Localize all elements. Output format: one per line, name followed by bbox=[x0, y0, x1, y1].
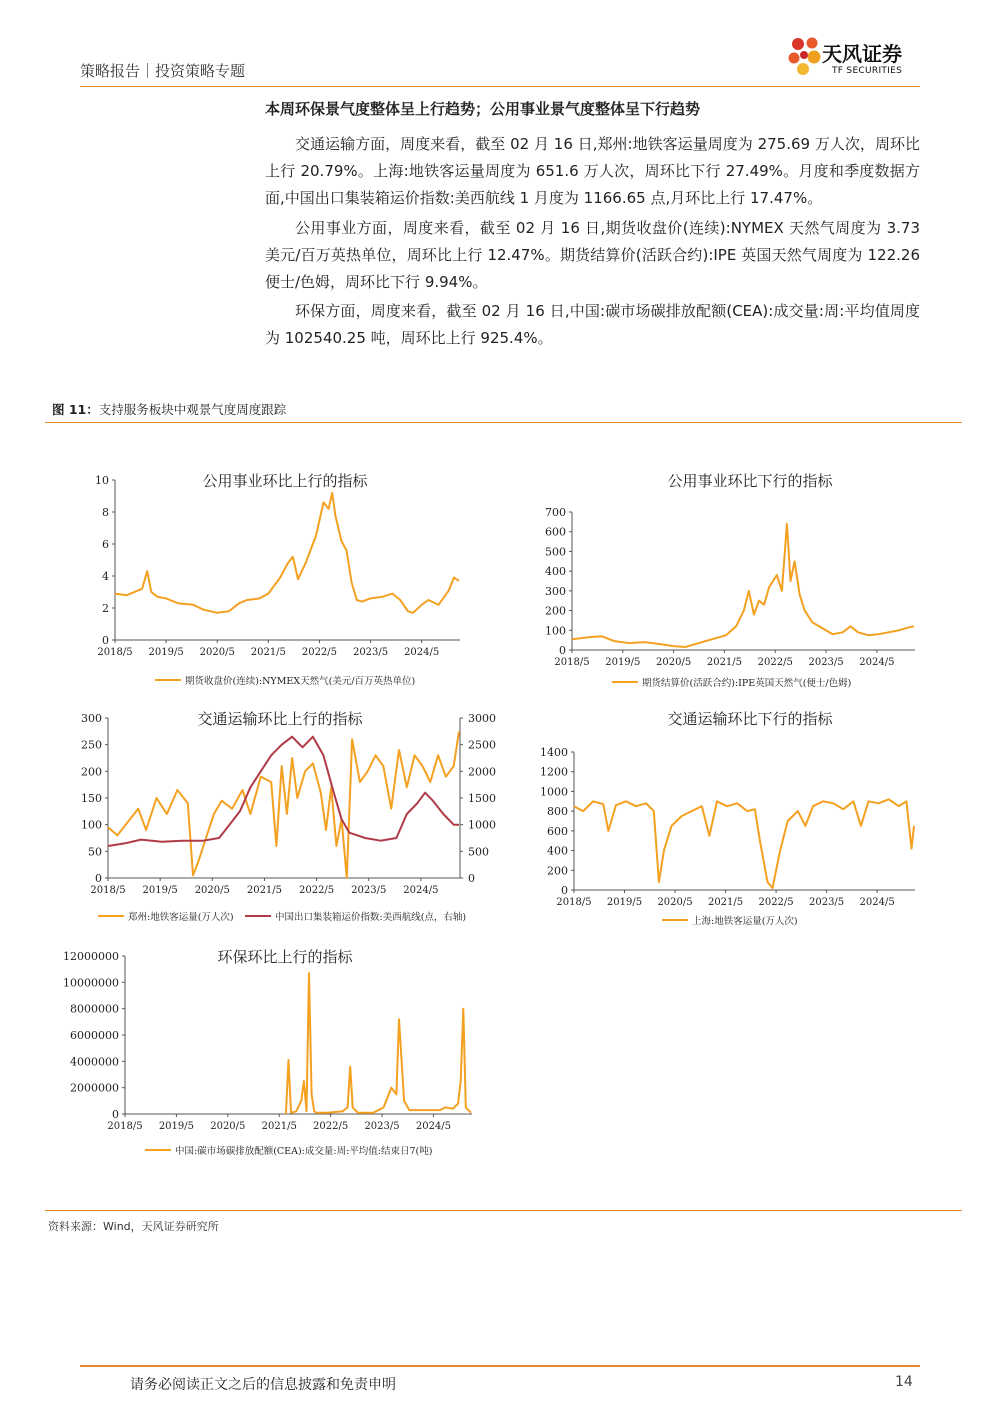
y-tick-label: 6 bbox=[102, 538, 109, 551]
x-tick-label: 2024/5 bbox=[415, 1121, 452, 1132]
legend-label: 郑州:地铁客运量(万人次) bbox=[128, 912, 234, 923]
chart-environment-up bbox=[40, 938, 500, 1168]
x-tick-label: 2024/5 bbox=[403, 885, 439, 896]
x-tick-label: 2019/5 bbox=[605, 657, 641, 668]
y-tick-label: 700 bbox=[545, 506, 566, 519]
x-tick-label: 2018/5 bbox=[556, 897, 592, 908]
y-tick-label: 600 bbox=[545, 525, 566, 539]
y-tick-label: 0 bbox=[112, 1108, 119, 1121]
y2-tick-label: 2000 bbox=[468, 765, 496, 779]
chart-title: 交通运输环比上行的指标 bbox=[197, 710, 363, 728]
x-tick-label: 2023/5 bbox=[364, 1121, 400, 1132]
x-tick-label: 2021/5 bbox=[261, 1121, 297, 1132]
x-tick-label: 2019/5 bbox=[606, 897, 643, 908]
chart-title: 公用事业环比下行的指标 bbox=[667, 472, 833, 490]
x-tick-label: 2021/5 bbox=[246, 885, 283, 896]
header-divider bbox=[80, 86, 920, 87]
y-tick-label: 300 bbox=[81, 712, 102, 725]
y-tick-label: 12000000 bbox=[63, 950, 119, 963]
x-tick-label: 2022/5 bbox=[757, 657, 793, 668]
x-tick-label: 2022/5 bbox=[758, 897, 794, 908]
x-tick-label: 2021/5 bbox=[706, 657, 743, 668]
figure-title: 支持服务板块中观景气度周度跟踪 bbox=[98, 402, 287, 417]
x-tick-label: 2018/5 bbox=[554, 657, 590, 668]
x-tick-label: 2020/5 bbox=[199, 647, 235, 658]
x-tick-label: 2019/5 bbox=[142, 885, 178, 896]
footer-disclaimer: 请务必阅读正文之后的信息披露和免责申明 bbox=[130, 1377, 396, 1393]
x-tick-label: 2023/5 bbox=[808, 657, 844, 668]
data-source-note: 资料来源：Wind，天风证券研究所 bbox=[48, 1220, 219, 1233]
page-number: 14 bbox=[895, 1374, 913, 1390]
flower-logo-icon bbox=[788, 34, 822, 80]
x-tick-label: 2022/5 bbox=[313, 1121, 349, 1132]
x-tick-label: 2022/5 bbox=[298, 885, 335, 896]
y-tick-label: 800 bbox=[547, 805, 568, 819]
y-tick-label: 250 bbox=[81, 738, 102, 752]
y-tick-label: 200 bbox=[81, 765, 102, 779]
y-tick-label: 8 bbox=[102, 506, 109, 519]
logo-english-name: TF SECURITIES bbox=[832, 66, 903, 76]
legend-label: 期货收盘价(连续):NYMEX天然气(美元/百万英热单位) bbox=[185, 676, 416, 687]
y-tick-label: 200 bbox=[545, 604, 566, 618]
x-tick-label: 2019/5 bbox=[148, 647, 184, 658]
legend-label: 中国出口集装箱运价指数:美西航线(点，右轴) bbox=[275, 912, 467, 923]
figure-bottom-rule bbox=[45, 1210, 962, 1211]
paragraph-utilities: 公用事业方面，周度来看，截至 02 月 16 日,期货收盘价(连续):NYMEX 天然气周度为 3.73 美元/百万英热单位，周环比上行 12.47%。期货结算价(活跃合约):IPE 英国天然气周度为 122.26 便士/色姆，周环比下行 9.94%。 bbox=[265, 219, 920, 291]
y-tick-label: 0 bbox=[102, 634, 109, 647]
company-logo bbox=[788, 34, 928, 84]
x-tick-label: 2020/5 bbox=[657, 897, 693, 908]
y-tick-label: 400 bbox=[545, 565, 566, 579]
chart-title: 环保环比上行的指标 bbox=[217, 948, 353, 966]
y-tick-label: 2 bbox=[102, 602, 109, 615]
series-line bbox=[108, 731, 459, 878]
series-line bbox=[572, 524, 914, 647]
x-tick-label: 2023/5 bbox=[808, 897, 845, 908]
y2-tick-label: 2500 bbox=[468, 738, 496, 752]
footer-divider bbox=[80, 1365, 920, 1367]
x-tick-label: 2020/5 bbox=[210, 1121, 246, 1132]
y-tick-label: 100 bbox=[545, 624, 566, 638]
x-tick-label: 2020/5 bbox=[656, 657, 692, 668]
y-tick-label: 600 bbox=[547, 824, 568, 838]
y-tick-label: 500 bbox=[545, 545, 566, 559]
paragraph-transport: 交通运输方面，周度来看，截至 02 月 16 日,郑州:地铁客运量周度为 275.69 万人次，周环比上行 20.79%。上海:地铁客运量周度为 651.6 万人次，周环比下行 27.49%。月度和季度数据方面,中国出口集装箱运价指数:美西航线 1 月度为 1166.65 点,月环比上行 17.47%。 bbox=[265, 135, 920, 207]
x-tick-label: 2024/5 bbox=[404, 647, 440, 658]
y-tick-label: 100 bbox=[81, 818, 102, 832]
series-line bbox=[115, 493, 459, 613]
y-tick-label: 6000000 bbox=[70, 1029, 119, 1042]
x-tick-label: 2020/5 bbox=[194, 885, 230, 896]
x-tick-label: 2023/5 bbox=[352, 647, 389, 658]
y-tick-label: 4000000 bbox=[70, 1055, 119, 1069]
y-tick-label: 1200 bbox=[540, 765, 568, 779]
y-tick-label: 300 bbox=[545, 584, 566, 598]
y-tick-label: 400 bbox=[547, 844, 568, 858]
y2-tick-label: 0 bbox=[468, 872, 475, 885]
y-tick-label: 200 bbox=[547, 864, 568, 878]
series-line bbox=[574, 799, 914, 888]
x-tick-label: 2024/5 bbox=[859, 897, 895, 908]
legend-label: 中国:碳市场碳排放配额(CEA):成交量:周:平均值:结束日7(吨) bbox=[175, 1146, 433, 1157]
legend-label: 上海:地铁客运量(万人次) bbox=[692, 916, 798, 927]
x-tick-label: 2018/5 bbox=[90, 885, 126, 896]
y-tick-label: 2000000 bbox=[70, 1081, 119, 1095]
y-tick-label: 4 bbox=[102, 570, 109, 583]
y-tick-label: 150 bbox=[81, 792, 102, 805]
chart-title: 公用事业环比上行的指标 bbox=[202, 472, 368, 490]
y-tick-label: 1400 bbox=[540, 746, 568, 759]
chart-utilities-down bbox=[520, 462, 950, 697]
x-tick-label: 2019/5 bbox=[158, 1121, 195, 1132]
x-tick-label: 2018/5 bbox=[107, 1121, 143, 1132]
chart-transport-up bbox=[60, 700, 500, 935]
chart-transport-down bbox=[520, 700, 950, 940]
y-tick-label: 0 bbox=[95, 872, 102, 885]
x-tick-label: 2018/5 bbox=[97, 647, 133, 658]
y-tick-label: 50 bbox=[88, 845, 102, 859]
y2-tick-label: 1000 bbox=[468, 818, 496, 832]
series-line bbox=[286, 973, 471, 1114]
x-tick-label: 2021/5 bbox=[707, 897, 744, 908]
figure-top-rule bbox=[45, 422, 962, 423]
paragraph-environment: 环保方面，周度来看，截至 02 月 16 日,中国:碳市场碳排放配额(CEA):成交量:周:平均值周度为 102540.25 吨，周环比上行 925.4%。 bbox=[265, 302, 920, 347]
y-tick-label: 1000 bbox=[540, 785, 568, 799]
x-tick-label: 2021/5 bbox=[250, 647, 286, 658]
y-tick-label: 10000000 bbox=[63, 976, 119, 990]
y-tick-label: 10 bbox=[95, 474, 109, 487]
y-tick-label: 0 bbox=[561, 884, 568, 897]
logo-chinese-name: 天风证券 bbox=[822, 42, 902, 66]
legend-label: 期货结算价(活跃合约):IPE英国天然气(便士/色姆) bbox=[642, 678, 852, 689]
chart-utilities-up bbox=[60, 462, 490, 697]
figure-caption bbox=[52, 400, 286, 418]
y2-tick-label: 500 bbox=[468, 845, 489, 859]
x-tick-label: 2023/5 bbox=[351, 885, 387, 896]
figure-number: 图 11： bbox=[52, 402, 99, 417]
chart-title: 交通运输环比下行的指标 bbox=[667, 710, 833, 728]
y2-tick-label: 3000 bbox=[468, 712, 496, 725]
y-tick-label: 8000000 bbox=[70, 1002, 119, 1016]
section-heading: 本周环保景气度整体呈上行趋势；公用事业景气度整体呈下行趋势 bbox=[265, 100, 701, 118]
report-header-label: 策略报告｜投资策略专题 bbox=[80, 62, 246, 80]
y-tick-label: 0 bbox=[559, 644, 566, 657]
y2-tick-label: 1500 bbox=[468, 792, 496, 805]
x-tick-label: 2024/5 bbox=[859, 657, 895, 668]
x-tick-label: 2022/5 bbox=[301, 647, 338, 658]
